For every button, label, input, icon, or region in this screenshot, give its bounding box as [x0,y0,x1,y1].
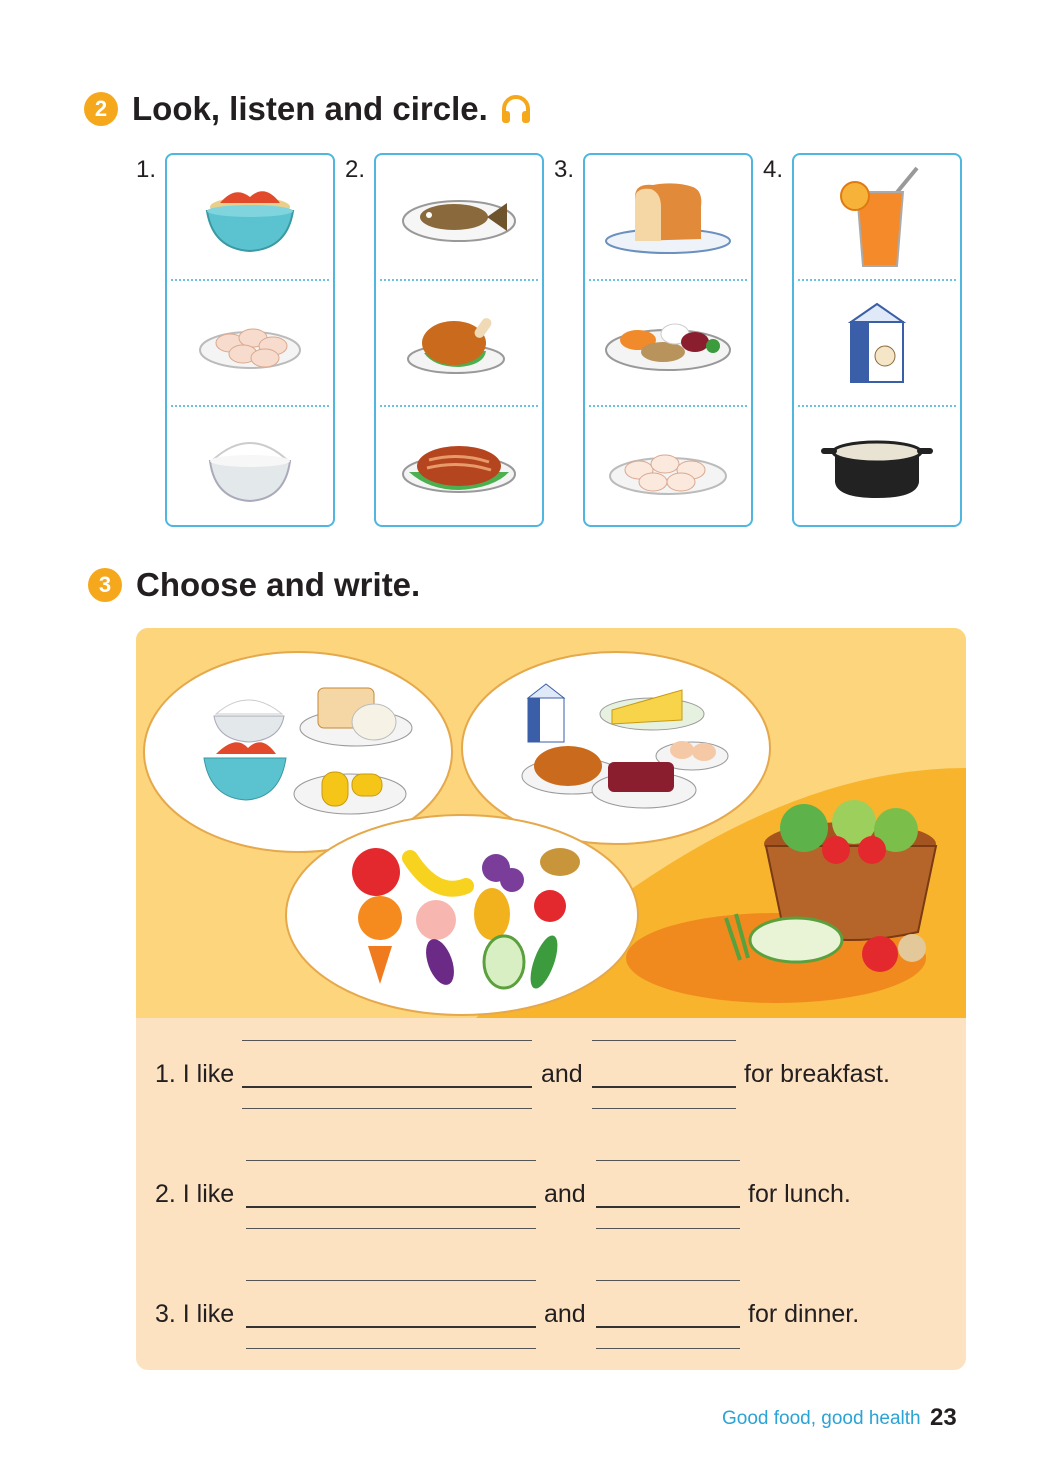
option-dumplings-2[interactable] [585,405,751,529]
answer-blank-3b[interactable] [596,1286,740,1346]
option-juice[interactable] [794,155,960,279]
option-bread[interactable] [585,155,751,279]
noodles-icon [195,177,305,257]
food-option-box-2 [374,153,544,527]
option-fish[interactable] [376,155,542,279]
sentence-suffix: for lunch. [748,1180,851,1208]
headphone-icon[interactable] [500,94,532,124]
section-number-badge: 2 [84,92,118,126]
option-dumplings[interactable] [167,281,333,405]
meat-icon [399,432,519,502]
section-3-heading [88,566,420,604]
dumplings-icon [603,432,733,502]
sentence-suffix: for breakfast. [744,1060,890,1088]
answer-blank-3a[interactable] [246,1286,536,1346]
dinner-plate-icon [603,308,733,378]
section-title: Choose and write. [136,566,421,603]
chicken-icon [404,303,514,383]
column-number: 2. [345,156,366,183]
option-milk[interactable] [794,281,960,405]
section-number-badge: 3 [88,568,122,602]
sentence-prefix: 3. I like [155,1300,235,1328]
column-number: 4. [763,156,784,183]
section-2-heading [84,90,532,128]
bread-icon [603,177,733,257]
rice-icon [200,427,300,507]
food-option-box-1 [165,153,335,527]
milk-icon [837,298,917,388]
answer-blank-2a[interactable] [246,1166,536,1226]
option-noodles[interactable] [167,155,333,279]
sentence-prefix: 1. I like [155,1060,235,1088]
option-soup[interactable] [794,405,960,529]
food-groups-illustration [136,628,966,1018]
column-number: 3. [554,156,575,183]
food-option-box-4 [792,153,962,527]
column-number: 1. [136,156,157,183]
sentence-and: and [544,1300,586,1328]
sentence-prefix: 2. I like [155,1180,235,1208]
sentence-and: and [541,1060,583,1088]
answer-blank-1a[interactable] [242,1046,532,1106]
food-option-box-3 [583,153,753,527]
dumplings-icon [195,308,305,378]
option-rice[interactable] [167,405,333,529]
section-title: Look, listen and circle. [132,90,488,127]
page-number: 23 [930,1404,957,1431]
juice-icon [827,162,927,272]
option-dinner-plate[interactable] [585,281,751,405]
soup-icon [817,432,937,502]
footer-unit-title: Good food, good health [722,1408,921,1429]
illustration-area [136,628,966,1018]
choose-and-write-panel [136,628,966,1370]
sentence-and: and [544,1180,586,1208]
option-chicken[interactable] [376,281,542,405]
sentence-suffix: for dinner. [748,1300,860,1328]
option-meat[interactable] [376,405,542,529]
answer-blank-1b[interactable] [592,1046,736,1106]
fish-icon [399,187,519,247]
answer-blank-2b[interactable] [596,1166,740,1226]
